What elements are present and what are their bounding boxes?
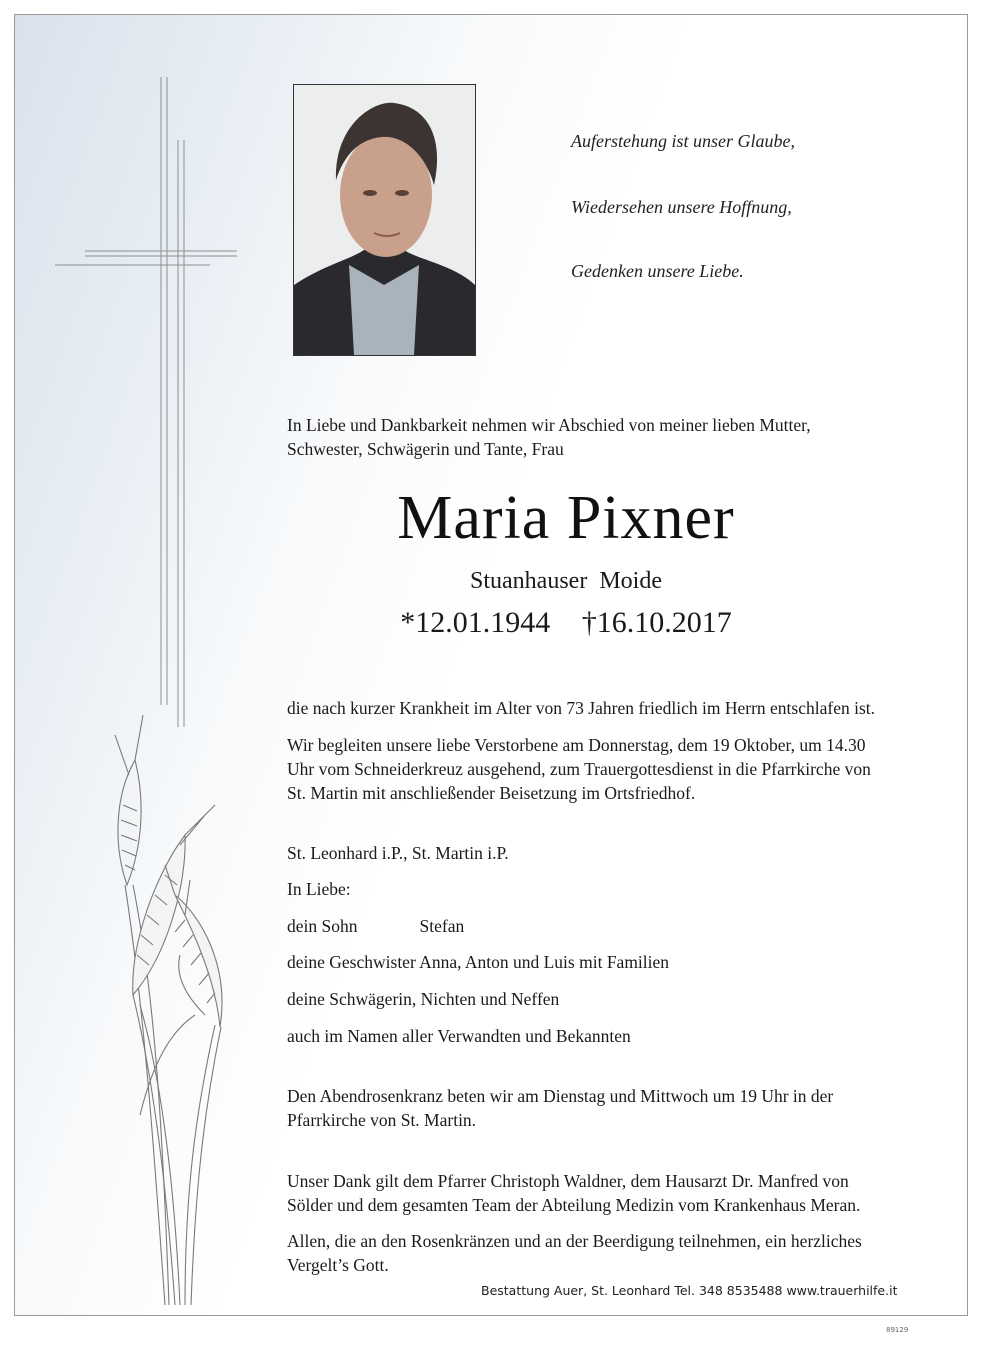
print-stamp: 89129 <box>886 1326 909 1334</box>
thanks-line-1: Unser Dank gilt dem Pfarrer Christoph Waldner, dem Hausarzt Dr. Manfred von <box>287 1171 849 1191</box>
rosary-line-1: Den Abendrosenkranz beten wir am Dienstag und Mittwoch um 19 Uhr in der <box>287 1086 834 1106</box>
son-name: Stefan <box>419 916 465 936</box>
death-date: †16.10.2017 <box>581 606 732 639</box>
birth-date: *12.01.1944 <box>400 606 551 639</box>
closing-line-1: Allen, die an den Rosenkränzen und an der Beerdigung teilnehmen, ein herzliches <box>287 1231 862 1251</box>
mourner-line-2: deine Schwägerin, Nichten und Neffen <box>287 989 560 1009</box>
motto-line-2: Wiedersehen unsere Hoffnung, <box>571 197 792 217</box>
motto-line-3: Gedenken unsere Liebe. <box>571 261 744 281</box>
portrait-photo <box>293 84 476 356</box>
rosary-line-2: Pfarrkirche von St. Martin. <box>287 1110 477 1130</box>
life-dates <box>15 606 967 640</box>
in-liebe-text: In Liebe: <box>287 879 351 899</box>
passing-text: die nach kurzer Krankheit im Alter von 73 Jahren friedlich im Herrn entschlafen ist. <box>287 698 875 718</box>
obituary-card <box>14 14 968 1316</box>
mourner-line-1: deine Geschwister Anna, Anton und Luis mit Familien <box>287 952 670 972</box>
motto-line-1: Auferstehung ist unser Glaube, <box>571 131 795 151</box>
funeral-line-3: St. Martin mit anschließender Beisetzung im Ortsfriedhof. <box>287 783 696 803</box>
deceased-name: Maria Pixner <box>397 484 735 552</box>
undertaker-footer: Bestattung Auer, St. Leonhard Tel. 348 8535488 www.trauerhilfe.it <box>481 1283 898 1298</box>
funeral-line-2: Uhr vom Schneiderkreuz ausgehend, zum Trauergottesdienst in die Pfarrkirche von <box>287 759 871 779</box>
cross-and-wheat-decoration <box>15 15 315 1315</box>
intro-line-2: Schwester, Schwägerin und Tante, Frau <box>287 439 564 459</box>
funeral-line-1: Wir begleiten unsere liebe Verstorbene am Donnerstag, dem 19 Oktober, um 14.30 <box>287 735 866 755</box>
place-text: St. Leonhard i.P., St. Martin i.P. <box>287 843 509 863</box>
wheat-icon <box>115 715 222 1305</box>
thanks-line-2: Sölder und dem gesamten Team der Abteilung Medizin vom Krankenhaus Meran. <box>287 1195 861 1215</box>
intro-line-1: In Liebe und Dankbarkeit nehmen wir Abschied von meiner lieben Mutter, <box>287 415 811 435</box>
son-line <box>287 914 464 938</box>
mourner-line-3: auch im Namen aller Verwandten und Bekannten <box>287 1026 631 1046</box>
closing-line-2: Vergelt’s Gott. <box>287 1255 389 1275</box>
son-label: dein Sohn <box>287 916 358 936</box>
deceased-alias: Stuanhauser Moide <box>470 568 662 594</box>
